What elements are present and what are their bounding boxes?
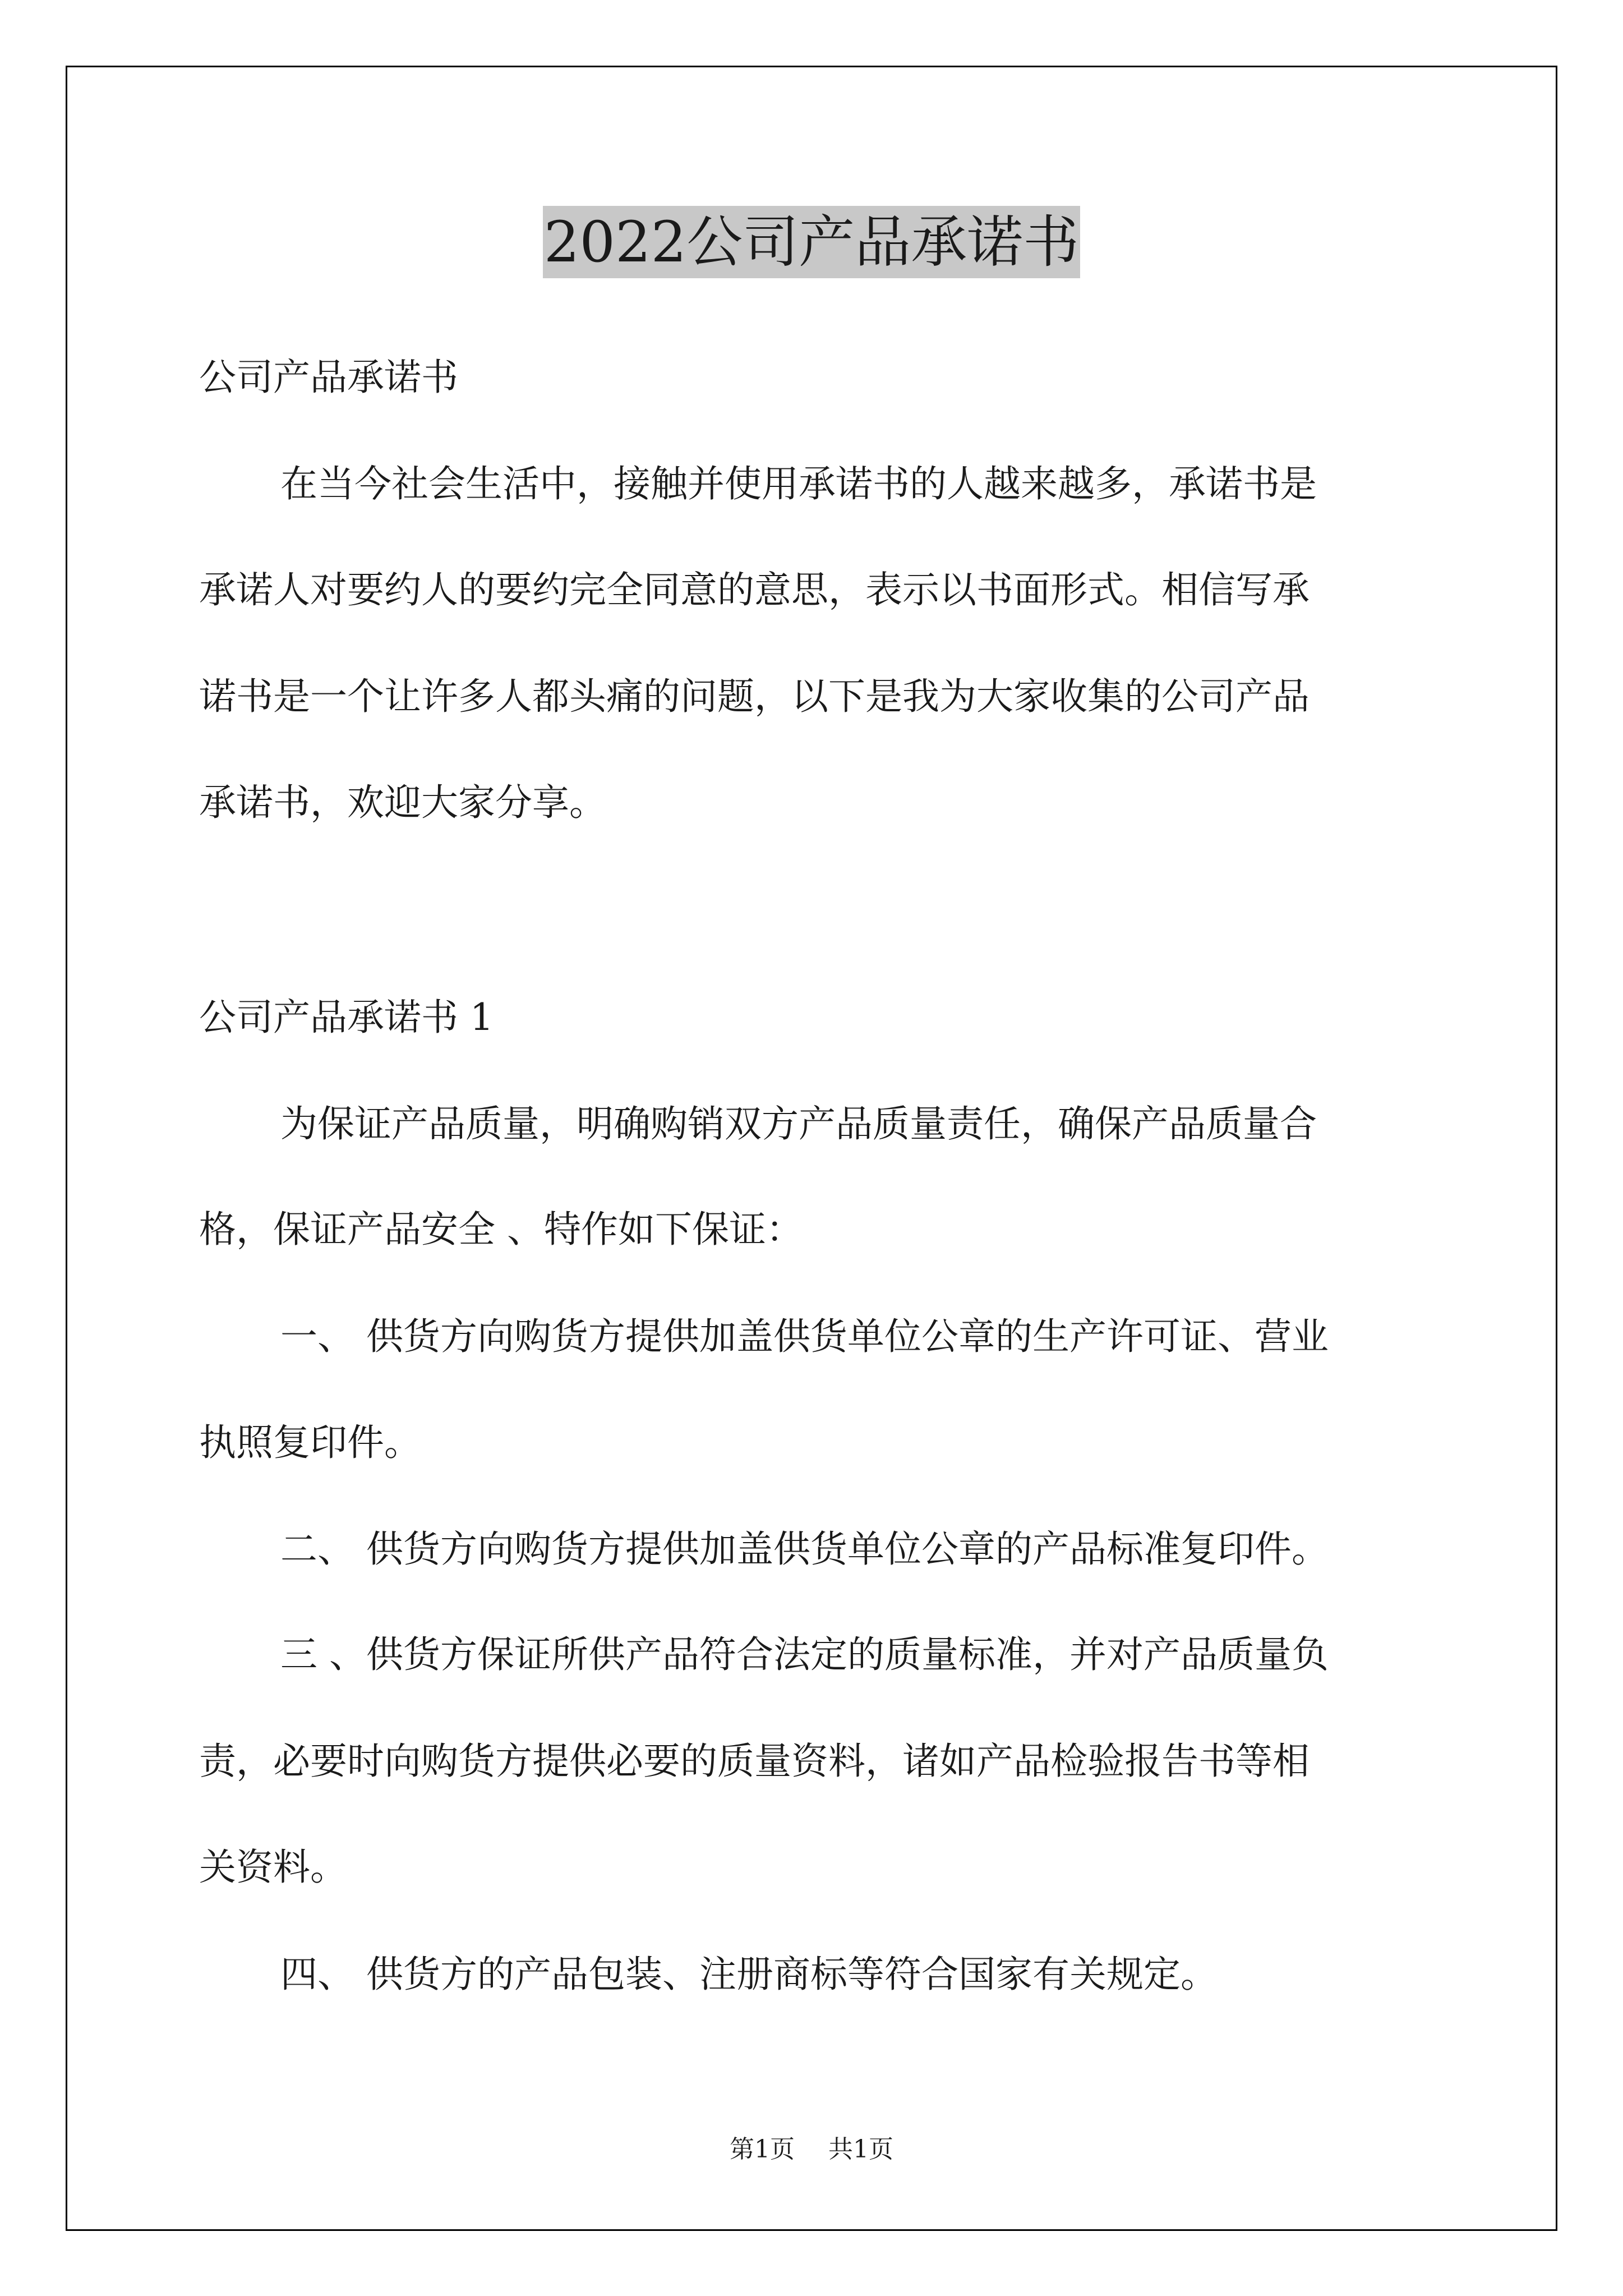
section1-item2-line-1: 二、 供货方向购货方提供加盖供货单位公章的产品标准复印件。 (280, 1527, 1329, 1571)
section1-item3-line-3: 关资料。 (199, 1846, 347, 1889)
intro-line-2: 承诺人对要约人的要约完全同意的意思，表示以书面形式。相信写承 (199, 568, 1310, 611)
page-number: 第1页 (730, 2135, 795, 2164)
page-footer (0, 2133, 1623, 2166)
section1-heading: 公司产品承诺书 1 (199, 996, 494, 1039)
intro-line-3: 诺书是一个让许多人都头痛的问题，以下是我为大家收集的公司产品 (199, 675, 1310, 718)
section1-item1-line-2: 执照复印件。 (199, 1421, 421, 1464)
document-title-text: 2022公司产品承诺书 (543, 206, 1081, 278)
section1-item1-line-1: 一、 供货方向购货方提供加盖供货单位公章的生产许可证、营业 (280, 1315, 1329, 1358)
section1-item3-line-1: 三 、供货方保证所供产品符合法定的质量标准，并对产品质量负 (280, 1633, 1329, 1676)
document-heading: 公司产品承诺书 (199, 356, 458, 399)
section1-item4-line-1: 四、 供货方的产品包装、注册商标等符合国家有关规定。 (280, 1953, 1218, 1996)
intro-line-1: 在当今社会生活中，接触并使用承诺书的人越来越多，承诺书是 (280, 462, 1317, 505)
section1-para1-line-1: 为保证产品质量，明确购销双方产品质量责任，确保产品质量合 (280, 1102, 1317, 1145)
section1-item3-line-2: 责，必要时向购货方提供必要的质量资料，诸如产品检验报告书等相 (199, 1740, 1310, 1783)
page-total: 共1页 (828, 2135, 893, 2164)
intro-line-4: 承诺书，欢迎大家分享。 (199, 781, 606, 824)
document-title (0, 203, 1623, 282)
section1-para1-line-2: 格，保证产品安全 、特作如下保证： (199, 1208, 803, 1251)
